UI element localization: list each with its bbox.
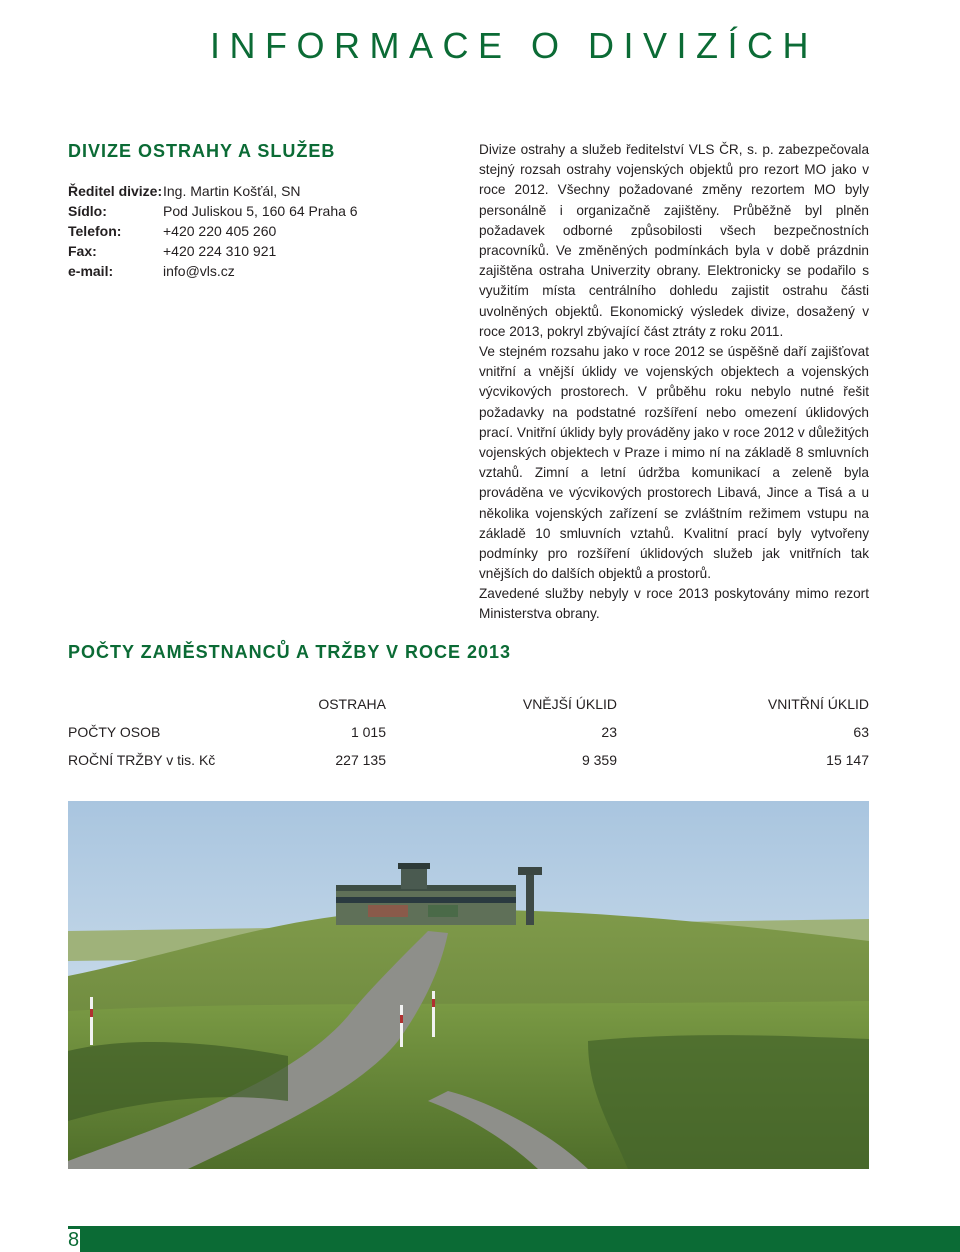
- column-header: VNITŘNÍ ÚKLID: [767, 696, 869, 712]
- contact-row-email: [68, 261, 448, 281]
- email-link[interactable]: info@vls.cz: [163, 263, 235, 279]
- page-number: 8: [68, 1229, 80, 1251]
- stats-heading: POČTY ZAMĚSTNANCŮ A TRŽBY V ROCE 2013: [68, 642, 512, 662]
- contact-key: Fax:: [68, 243, 97, 259]
- page-title: INFORMACE O DIVIZÍCH: [210, 25, 819, 67]
- row-label: ROČNÍ TRŽBY v tis. Kč: [68, 752, 216, 768]
- table-cell: 9 359: [581, 752, 617, 768]
- contact-key: Sídlo:: [68, 203, 107, 219]
- contact-value: Pod Juliskou 5, 160 64 Praha 6: [163, 203, 358, 219]
- paragraph-cleaning: Ve stejném rozsahu jako v roce 2012 se úspěšně daří zajišťovat vnitřní a vnější úklidy ve vojenských objektech a vojenských výcvikových prostorech. V průběhu roku nebylo nutné řešit požadavky na podstatné rozšíření nebo omezení úklidových prací. Vnitřní úklidy byly prováděny jako v roce 2012 v důležitých vojenských objektech v Praze i mimo ní na základě 8 smluvních vztahů. Zimní a letní údržba komunikací a zeleně byla prováděna ve výcvikových prostorech Libavá, Jince a Tisá a u několika vojenských zařízení se zvláštním režimem vstupu na základě 10 smluvních vztahů. Kvalitní prací byly vytvořeny podmínky pro rozšíření úklidových služeb jak vnitřních tak vnějších do dalších objektů a prostorů.: [479, 344, 869, 582]
- contact-key: Telefon:: [68, 223, 122, 239]
- photo-landscape: [68, 801, 869, 1169]
- table-header-row: [68, 690, 869, 718]
- contact-row-director: [68, 181, 448, 201]
- table-row: [68, 746, 869, 774]
- table-cell: 1 015: [350, 724, 386, 740]
- division-heading: DIVIZE OSTRAHY A SLUŽEB: [68, 141, 336, 161]
- contact-row-phone: [68, 221, 448, 241]
- contact-key: Ředitel divize:: [68, 183, 163, 199]
- contact-value: +420 224 310 921: [163, 243, 277, 259]
- paragraph-security: Divize ostrahy a služeb ředitelství VLS ČR, s. p. zabezpečovala stejný rozsah ostrahy vojenských objektů pro rezort MO jako v roce 2012. Všechny požadované změny rezortem MO byly personálně i organizačně zajištěny. Průběžně byl plněn požadavek odborné způsobilosti všech bezpečnostních pracovníků. Ve změněných podmínkách byla v době prázdnin zajištěna ostraha Univerzity obrany. Elektronicky se podařilo s využitím místa centrálního dohledu zajistit ostrahu části uvolněných objektů. Ekonomický výsledek divize, dosažený v roce 2013, pokryl zbývající část ztráty z roku 2011.: [479, 142, 869, 339]
- column-header: OSTRAHA: [318, 696, 386, 712]
- contact-row-address: [68, 201, 448, 221]
- table-cell: 23: [601, 724, 617, 740]
- table-row: [68, 718, 869, 746]
- table-cell: 227 135: [335, 752, 386, 768]
- column-header: [68, 690, 268, 718]
- contact-value: Ing. Martin Košťál, SN: [163, 183, 301, 199]
- footer-bar: [68, 1226, 960, 1252]
- contact-block: [68, 181, 448, 281]
- stats-table: [68, 690, 869, 774]
- column-header: VNĚJŠÍ ÚKLID: [522, 696, 617, 712]
- row-label: POČTY OSOB: [68, 724, 161, 740]
- table-cell: 15 147: [826, 752, 869, 768]
- contact-key: e-mail:: [68, 263, 114, 279]
- contact-value: +420 220 405 260: [163, 223, 277, 239]
- table-cell: 63: [853, 724, 869, 740]
- contact-row-fax: [68, 241, 448, 261]
- paragraph-services: Zavedené služby nebyly v roce 2013 poskytovány mimo rezort Ministerstva obrany.: [479, 586, 869, 622]
